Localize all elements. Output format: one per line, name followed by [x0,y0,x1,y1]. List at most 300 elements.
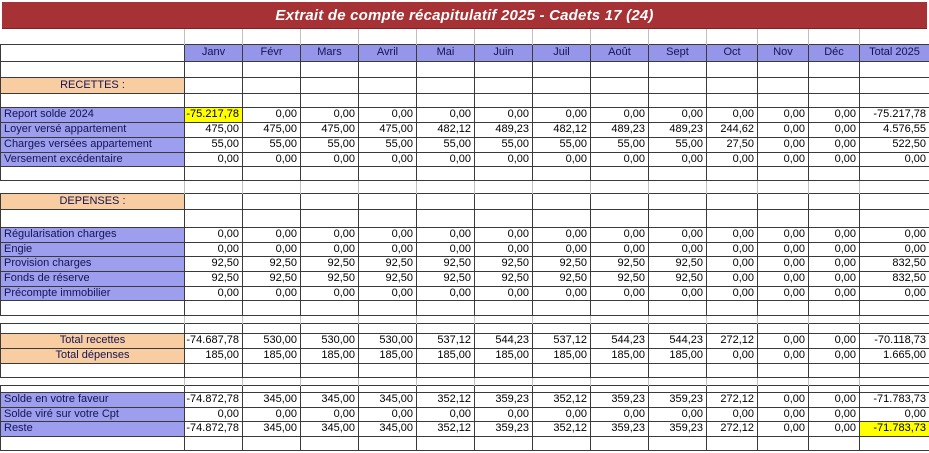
empty-cell[interactable] [649,61,707,77]
value-cell[interactable]: 0,00 [359,407,417,421]
empty-cell[interactable] [417,77,475,93]
empty-cell[interactable] [591,363,649,377]
value-cell[interactable]: 0,00 [359,227,417,242]
value-cell[interactable]: 0,00 [301,152,359,166]
empty-cell[interactable] [860,363,929,377]
value-cell[interactable]: 0,00 [475,107,533,122]
empty-cell[interactable] [809,323,860,333]
month-header[interactable]: Avril [359,44,417,61]
empty-cell[interactable] [649,166,707,180]
value-cell[interactable]: 0,00 [649,152,707,166]
value-cell[interactable]: 0,00 [649,286,707,300]
value-cell[interactable]: 92,50 [301,256,359,271]
row-label[interactable]: Versement excédentaire [1,152,185,166]
empty-cell[interactable] [860,385,929,392]
total-cell[interactable]: 0,00 [860,227,929,242]
month-header[interactable]: Oct [707,44,758,61]
empty-cell[interactable] [475,209,533,227]
empty-cell[interactable] [591,61,649,77]
value-cell[interactable]: 489,23 [591,122,649,137]
empty-cell[interactable] [185,363,243,377]
value-cell[interactable]: 185,00 [185,348,243,363]
value-cell[interactable]: 185,00 [359,348,417,363]
empty-cell[interactable] [707,363,758,377]
value-cell[interactable]: 475,00 [359,122,417,137]
value-cell[interactable]: 0,00 [809,271,860,286]
value-cell[interactable]: -74.687,78 [185,333,243,348]
empty-cell[interactable] [243,385,301,392]
empty-cell[interactable] [860,166,929,180]
empty-cell[interactable] [301,93,359,107]
value-cell[interactable]: 0,00 [185,242,243,256]
value-cell[interactable]: 345,00 [243,421,301,436]
empty-cell[interactable] [417,209,475,227]
value-cell[interactable]: 92,50 [649,256,707,271]
empty-cell[interactable] [860,77,929,93]
value-cell[interactable]: 185,00 [649,348,707,363]
empty-cell[interactable] [860,193,929,209]
value-cell[interactable]: 0,00 [591,152,649,166]
empty-cell[interactable] [758,323,809,333]
empty-cell[interactable] [475,436,533,450]
month-header[interactable]: Juil [533,44,591,61]
empty-cell[interactable] [359,77,417,93]
value-cell[interactable]: 0,00 [475,152,533,166]
value-cell[interactable]: 345,00 [243,392,301,407]
value-cell[interactable]: 92,50 [649,271,707,286]
value-cell[interactable]: 272,12 [707,333,758,348]
empty-cell[interactable] [1,323,185,333]
empty-cell[interactable] [758,61,809,77]
value-cell[interactable]: 482,12 [533,122,591,137]
month-header[interactable]: Total 2025 [860,44,929,61]
value-cell[interactable]: 0,00 [758,107,809,122]
header-blank-cell[interactable] [1,44,185,61]
value-cell[interactable]: 0,00 [301,286,359,300]
value-cell[interactable]: 92,50 [591,271,649,286]
value-cell[interactable]: 0,00 [809,227,860,242]
value-cell[interactable]: 92,50 [533,271,591,286]
empty-cell[interactable] [359,61,417,77]
value-cell[interactable]: 0,00 [707,271,758,286]
value-cell[interactable]: 0,00 [809,122,860,137]
empty-cell[interactable] [533,436,591,450]
value-cell[interactable]: 530,00 [301,333,359,348]
empty-cell[interactable] [649,436,707,450]
empty-cell[interactable] [185,209,243,227]
value-cell[interactable]: 0,00 [533,107,591,122]
empty-cell[interactable] [533,385,591,392]
row-label[interactable]: Fonds de réserve [1,271,185,286]
empty-cell[interactable] [417,323,475,333]
month-header[interactable]: Déc [809,44,860,61]
total-cell[interactable]: -75.217,78 [860,107,929,122]
value-cell[interactable]: 92,50 [185,256,243,271]
value-cell[interactable]: 0,00 [243,107,301,122]
empty-cell[interactable] [301,323,359,333]
value-cell[interactable]: 0,00 [417,286,475,300]
empty-cell[interactable] [533,166,591,180]
empty-cell[interactable] [591,436,649,450]
value-cell[interactable]: 0,00 [591,407,649,421]
empty-cell[interactable] [809,436,860,450]
empty-cell[interactable] [417,385,475,392]
empty-cell[interactable] [649,77,707,93]
empty-cell[interactable] [591,77,649,93]
total-cell[interactable]: 832,50 [860,256,929,271]
value-cell[interactable]: 92,50 [359,271,417,286]
empty-cell[interactable] [359,436,417,450]
value-cell[interactable]: 352,12 [533,421,591,436]
value-cell[interactable]: 0,00 [809,242,860,256]
empty-cell[interactable] [1,300,185,315]
empty-cell[interactable] [417,193,475,209]
empty-cell[interactable] [758,209,809,227]
month-header[interactable]: Févr [243,44,301,61]
empty-cell[interactable] [649,363,707,377]
empty-cell[interactable] [301,77,359,93]
row-label[interactable]: Total recettes [1,333,185,348]
value-cell[interactable]: 359,23 [591,392,649,407]
empty-cell[interactable] [243,166,301,180]
value-cell[interactable]: 0,00 [591,107,649,122]
value-cell[interactable]: 0,00 [809,333,860,348]
value-cell[interactable]: 0,00 [533,407,591,421]
value-cell[interactable]: 352,12 [533,392,591,407]
empty-cell[interactable] [649,323,707,333]
empty-cell[interactable] [475,323,533,333]
empty-cell[interactable] [758,166,809,180]
value-cell[interactable]: 544,23 [649,333,707,348]
value-cell[interactable]: 55,00 [475,137,533,152]
value-cell[interactable]: 92,50 [533,256,591,271]
empty-cell[interactable] [809,193,860,209]
value-cell[interactable]: 92,50 [475,271,533,286]
value-cell[interactable]: -74.872,78 [185,421,243,436]
empty-cell[interactable] [860,93,929,107]
value-cell[interactable]: 359,23 [475,421,533,436]
empty-cell[interactable] [475,193,533,209]
empty-cell[interactable] [301,363,359,377]
value-cell[interactable]: 0,00 [533,152,591,166]
value-cell[interactable]: 92,50 [417,271,475,286]
value-cell[interactable]: 0,00 [243,407,301,421]
value-cell[interactable]: 55,00 [301,137,359,152]
value-cell[interactable]: 345,00 [301,392,359,407]
empty-cell[interactable] [185,323,243,333]
empty-cell[interactable] [533,93,591,107]
value-cell[interactable]: 0,00 [301,107,359,122]
value-cell[interactable]: 475,00 [301,122,359,137]
empty-cell[interactable] [243,209,301,227]
value-cell[interactable]: -75.217,78 [185,107,243,122]
value-cell[interactable]: 0,00 [758,421,809,436]
empty-cell[interactable] [301,385,359,392]
row-label[interactable]: Solde viré sur votre Cpt [1,407,185,421]
value-cell[interactable]: 185,00 [301,348,359,363]
empty-cell[interactable] [591,323,649,333]
value-cell[interactable]: 0,00 [707,152,758,166]
empty-cell[interactable] [707,300,758,315]
empty-cell[interactable] [243,61,301,77]
value-cell[interactable]: 0,00 [809,348,860,363]
total-cell[interactable]: -71.783,73 [860,392,929,407]
value-cell[interactable]: 0,00 [243,152,301,166]
empty-cell[interactable] [758,193,809,209]
value-cell[interactable]: 0,00 [809,152,860,166]
value-cell[interactable]: 352,12 [417,392,475,407]
empty-cell[interactable] [301,193,359,209]
empty-cell[interactable] [860,323,929,333]
empty-cell[interactable] [533,193,591,209]
empty-cell[interactable] [243,300,301,315]
value-cell[interactable]: 489,23 [649,122,707,137]
value-cell[interactable]: 537,12 [533,333,591,348]
empty-cell[interactable] [707,93,758,107]
value-cell[interactable]: 244,62 [707,122,758,137]
empty-cell[interactable] [475,93,533,107]
value-cell[interactable]: 352,12 [417,421,475,436]
empty-cell[interactable] [301,209,359,227]
empty-cell[interactable] [301,166,359,180]
empty-cell[interactable] [185,77,243,93]
empty-cell[interactable] [301,61,359,77]
value-cell[interactable]: 345,00 [359,421,417,436]
value-cell[interactable]: 0,00 [707,348,758,363]
empty-cell[interactable] [359,93,417,107]
value-cell[interactable]: 0,00 [707,242,758,256]
value-cell[interactable]: 0,00 [707,407,758,421]
empty-cell[interactable] [243,363,301,377]
month-header[interactable]: Sept [649,44,707,61]
row-label[interactable]: Total dépenses [1,348,185,363]
value-cell[interactable]: 185,00 [591,348,649,363]
value-cell[interactable]: 544,23 [475,333,533,348]
empty-cell[interactable] [809,77,860,93]
value-cell[interactable]: 530,00 [243,333,301,348]
empty-cell[interactable] [417,300,475,315]
empty-cell[interactable] [591,385,649,392]
value-cell[interactable]: 55,00 [185,137,243,152]
empty-cell[interactable] [758,385,809,392]
value-cell[interactable]: 0,00 [417,152,475,166]
row-label[interactable]: Engie [1,242,185,256]
empty-cell[interactable] [758,436,809,450]
value-cell[interactable]: 0,00 [359,107,417,122]
row-label[interactable]: Précompte immobilier [1,286,185,300]
value-cell[interactable]: 0,00 [533,286,591,300]
value-cell[interactable]: 185,00 [417,348,475,363]
total-cell[interactable]: 0,00 [860,242,929,256]
value-cell[interactable]: 55,00 [359,137,417,152]
empty-cell[interactable] [809,93,860,107]
empty-cell[interactable] [243,436,301,450]
value-cell[interactable]: 0,00 [809,256,860,271]
value-cell[interactable]: 0,00 [758,271,809,286]
value-cell[interactable]: 92,50 [243,271,301,286]
empty-cell[interactable] [185,61,243,77]
value-cell[interactable]: 0,00 [301,242,359,256]
value-cell[interactable]: 0,00 [359,152,417,166]
value-cell[interactable]: 0,00 [809,286,860,300]
empty-cell[interactable] [475,363,533,377]
row-label[interactable]: Solde en votre faveur [1,392,185,407]
empty-cell[interactable] [1,209,185,227]
total-cell[interactable]: 1.665,00 [860,348,929,363]
empty-cell[interactable] [417,363,475,377]
value-cell[interactable]: 55,00 [649,137,707,152]
value-cell[interactable]: 0,00 [649,407,707,421]
empty-cell[interactable] [758,77,809,93]
value-cell[interactable]: 0,00 [185,407,243,421]
empty-cell[interactable] [591,209,649,227]
month-header[interactable]: Nov [758,44,809,61]
value-cell[interactable]: 0,00 [475,286,533,300]
empty-cell[interactable] [707,166,758,180]
value-cell[interactable]: 272,12 [707,392,758,407]
month-header[interactable]: Mai [417,44,475,61]
empty-cell[interactable] [809,209,860,227]
value-cell[interactable]: 92,50 [417,256,475,271]
empty-cell[interactable] [860,61,929,77]
total-cell[interactable]: 0,00 [860,407,929,421]
total-cell[interactable]: 0,00 [860,152,929,166]
value-cell[interactable]: 0,00 [758,407,809,421]
empty-cell[interactable] [758,93,809,107]
value-cell[interactable]: 0,00 [243,286,301,300]
empty-cell[interactable] [707,385,758,392]
total-cell[interactable]: -71.783,73 [860,421,929,436]
empty-cell[interactable] [417,166,475,180]
empty-cell[interactable] [809,61,860,77]
value-cell[interactable]: 272,12 [707,421,758,436]
value-cell[interactable]: 345,00 [359,392,417,407]
empty-cell[interactable] [359,166,417,180]
value-cell[interactable]: -74.872,78 [185,392,243,407]
value-cell[interactable]: 0,00 [809,407,860,421]
empty-cell[interactable] [359,209,417,227]
value-cell[interactable]: 0,00 [649,242,707,256]
empty-cell[interactable] [707,61,758,77]
empty-cell[interactable] [243,193,301,209]
value-cell[interactable]: 185,00 [243,348,301,363]
empty-cell[interactable] [533,61,591,77]
value-cell[interactable]: 0,00 [417,227,475,242]
empty-cell[interactable] [1,363,185,377]
empty-cell[interactable] [185,385,243,392]
total-cell[interactable]: 522,50 [860,137,929,152]
empty-cell[interactable] [860,209,929,227]
value-cell[interactable]: 0,00 [809,421,860,436]
value-cell[interactable]: 185,00 [533,348,591,363]
empty-cell[interactable] [185,93,243,107]
value-cell[interactable]: 0,00 [758,256,809,271]
value-cell[interactable]: 0,00 [707,256,758,271]
empty-cell[interactable] [359,385,417,392]
empty-cell[interactable] [809,300,860,315]
value-cell[interactable]: 92,50 [243,256,301,271]
empty-cell[interactable] [475,300,533,315]
value-cell[interactable]: 0,00 [533,227,591,242]
value-cell[interactable]: 0,00 [649,107,707,122]
value-cell[interactable]: 0,00 [649,227,707,242]
empty-cell[interactable] [533,77,591,93]
empty-cell[interactable] [649,93,707,107]
empty-cell[interactable] [359,363,417,377]
value-cell[interactable]: 0,00 [591,227,649,242]
empty-cell[interactable] [359,300,417,315]
value-cell[interactable]: 489,23 [475,122,533,137]
value-cell[interactable]: 0,00 [301,407,359,421]
value-cell[interactable]: 359,23 [591,421,649,436]
value-cell[interactable]: 482,12 [417,122,475,137]
month-header[interactable]: Janv [185,44,243,61]
empty-cell[interactable] [1,166,185,180]
value-cell[interactable]: 0,00 [301,227,359,242]
empty-cell[interactable] [185,193,243,209]
row-label[interactable]: Régularisation charges [1,227,185,242]
empty-cell[interactable] [417,436,475,450]
value-cell[interactable]: 0,00 [417,407,475,421]
value-cell[interactable]: 0,00 [707,286,758,300]
value-cell[interactable]: 92,50 [301,271,359,286]
row-label[interactable]: Charges versées appartement [1,137,185,152]
empty-cell[interactable] [707,209,758,227]
empty-cell[interactable] [649,193,707,209]
value-cell[interactable]: 0,00 [758,122,809,137]
value-cell[interactable]: 475,00 [185,122,243,137]
empty-cell[interactable] [1,385,185,392]
value-cell[interactable]: 0,00 [758,152,809,166]
month-header[interactable]: Juin [475,44,533,61]
empty-cell[interactable] [591,193,649,209]
section-label[interactable]: DEPENSES : [1,193,185,209]
empty-cell[interactable] [475,166,533,180]
value-cell[interactable]: 537,12 [417,333,475,348]
value-cell[interactable]: 0,00 [758,348,809,363]
empty-cell[interactable] [809,166,860,180]
empty-cell[interactable] [591,166,649,180]
empty-cell[interactable] [185,166,243,180]
value-cell[interactable]: 359,23 [649,392,707,407]
month-header[interactable]: Août [591,44,649,61]
value-cell[interactable]: 475,00 [243,122,301,137]
empty-cell[interactable] [1,61,185,77]
empty-cell[interactable] [417,93,475,107]
value-cell[interactable]: 0,00 [758,286,809,300]
value-cell[interactable]: 0,00 [475,227,533,242]
value-cell[interactable]: 345,00 [301,421,359,436]
value-cell[interactable]: 0,00 [533,242,591,256]
value-cell[interactable]: 0,00 [707,107,758,122]
value-cell[interactable]: 359,23 [475,392,533,407]
value-cell[interactable]: 92,50 [185,271,243,286]
empty-cell[interactable] [649,209,707,227]
value-cell[interactable]: 55,00 [417,137,475,152]
empty-cell[interactable] [758,300,809,315]
value-cell[interactable]: 0,00 [809,392,860,407]
empty-cell[interactable] [475,77,533,93]
empty-cell[interactable] [533,209,591,227]
value-cell[interactable]: 0,00 [359,242,417,256]
empty-cell[interactable] [860,436,929,450]
value-cell[interactable]: 27,50 [707,137,758,152]
empty-cell[interactable] [359,323,417,333]
row-label[interactable]: Provision charges [1,256,185,271]
value-cell[interactable]: 544,23 [591,333,649,348]
empty-cell[interactable] [1,436,185,450]
value-cell[interactable]: 0,00 [417,242,475,256]
